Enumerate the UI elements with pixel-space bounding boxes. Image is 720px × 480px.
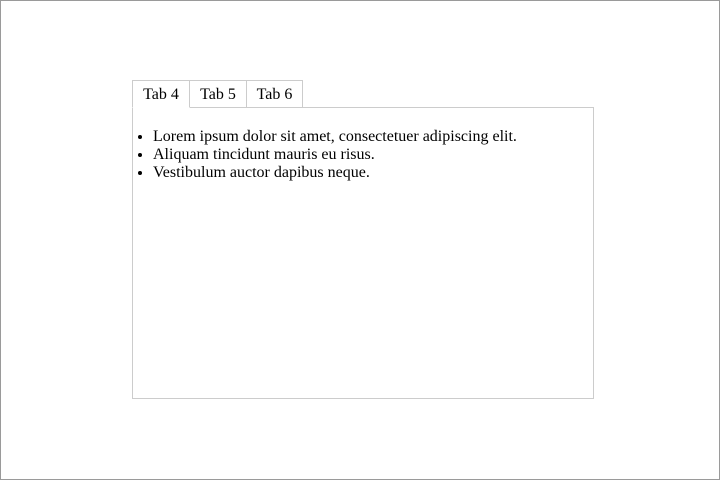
list-item: • Lorem ipsum dolor sit amet, consectetuer adipiscing elit.: [153, 128, 517, 146]
bullet-list: [133, 128, 517, 182]
tab-4[interactable]: Tab 4: [132, 80, 190, 108]
tab-6[interactable]: Tab 6: [247, 80, 303, 108]
list-item: • Aliquam tincidunt mauris eu risus.: [153, 146, 517, 164]
tab-panel: [132, 107, 594, 399]
tab-bar: [132, 80, 303, 108]
list-item: • Vestibulum auctor dapibus neque.: [153, 164, 517, 182]
tab-5[interactable]: Tab 5: [190, 80, 247, 108]
